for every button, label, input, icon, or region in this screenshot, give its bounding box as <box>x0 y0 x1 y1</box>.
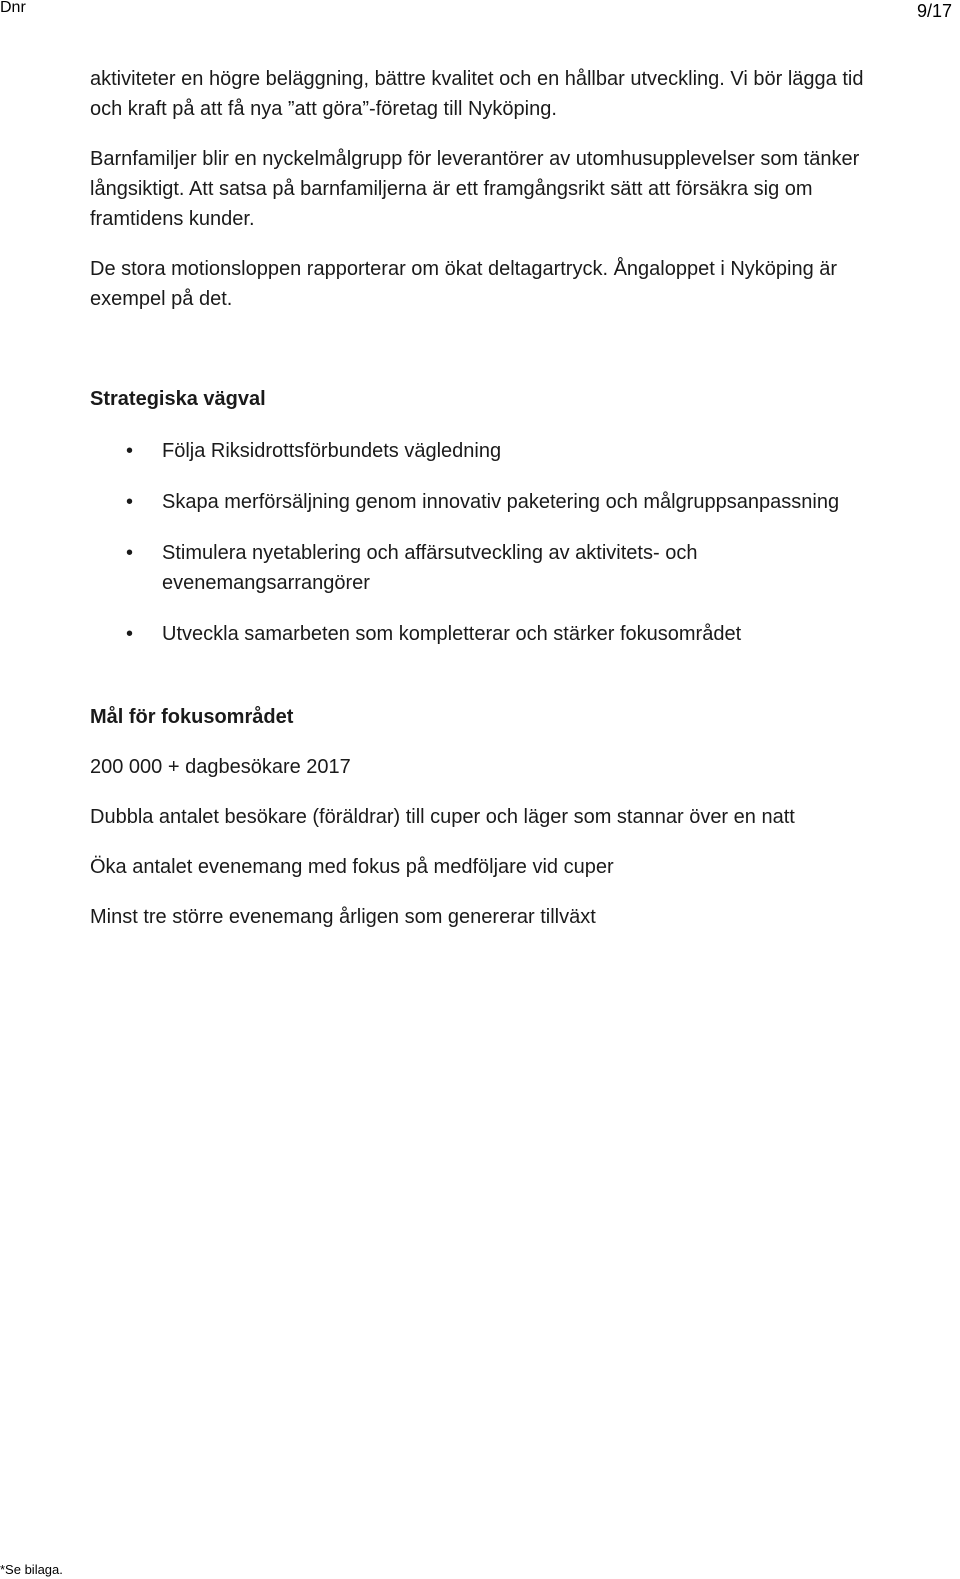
goal-item: Dubbla antalet besökare (föräldrar) till cuper och läger som stannar över en natt <box>90 806 795 828</box>
goal-item: Minst tre större evenemang årligen som genererar tillväxt <box>90 906 596 928</box>
strategy-item-text: Skapa merförsäljning genom innovativ paketering och målgruppsanpassning <box>162 491 840 513</box>
document-number-label: Dnr <box>0 0 26 16</box>
bullet-icon: • <box>126 491 134 513</box>
goal-item: 200 000 + dagbesökare 2017 <box>90 756 351 778</box>
footnote: *Se bilaga. <box>0 1562 63 1577</box>
bullet-icon: • <box>126 623 134 645</box>
strategy-item <box>90 487 880 517</box>
strategy-item <box>90 436 880 466</box>
strategy-item <box>90 619 880 649</box>
document-body <box>90 64 880 952</box>
strategy-item-text: Följa Riksidrottsförbundets vägledning <box>162 440 502 462</box>
bullet-icon: • <box>126 440 134 462</box>
intro-paragraph-1: aktiviteter en högre beläggning, bättre kvalitet och en hållbar utveckling. Vi bör lägga tid och kraft på att få nya ”att göra”-företag till Nyköping. <box>90 68 864 120</box>
strategy-item-text: Utveckla samarbeten som kompletterar och stärker fokusområdet <box>162 623 742 645</box>
intro-paragraph-2: Barnfamiljer blir en nyckelmålgrupp för leverantörer av utomhusupplevelser som tänker långsiktigt. Att satsa på barnfamiljerna är ett framgångsrikt sätt att försäkra sig om framtidens kunder. <box>90 148 860 230</box>
strategy-list <box>90 436 880 649</box>
strategy-item <box>90 538 880 598</box>
strategy-heading: Strategiska vägval <box>90 388 266 410</box>
intro-paragraph-3: De stora motionsloppen rapporterar om ökat deltagartryck. Ångaloppet i Nyköping är exempel på det. <box>90 258 838 310</box>
strategy-item-text: Stimulera nyetablering och affärsutveckling av aktivitets- och evenemangsarrangörer <box>162 542 698 594</box>
goals-list <box>90 752 880 932</box>
goal-item: Öka antalet evenemang med fokus på medföljare vid cuper <box>90 856 614 878</box>
bullet-icon: • <box>126 542 134 564</box>
page-number: 9/17 <box>916 1 952 21</box>
goals-heading: Mål för fokusområdet <box>90 706 294 728</box>
